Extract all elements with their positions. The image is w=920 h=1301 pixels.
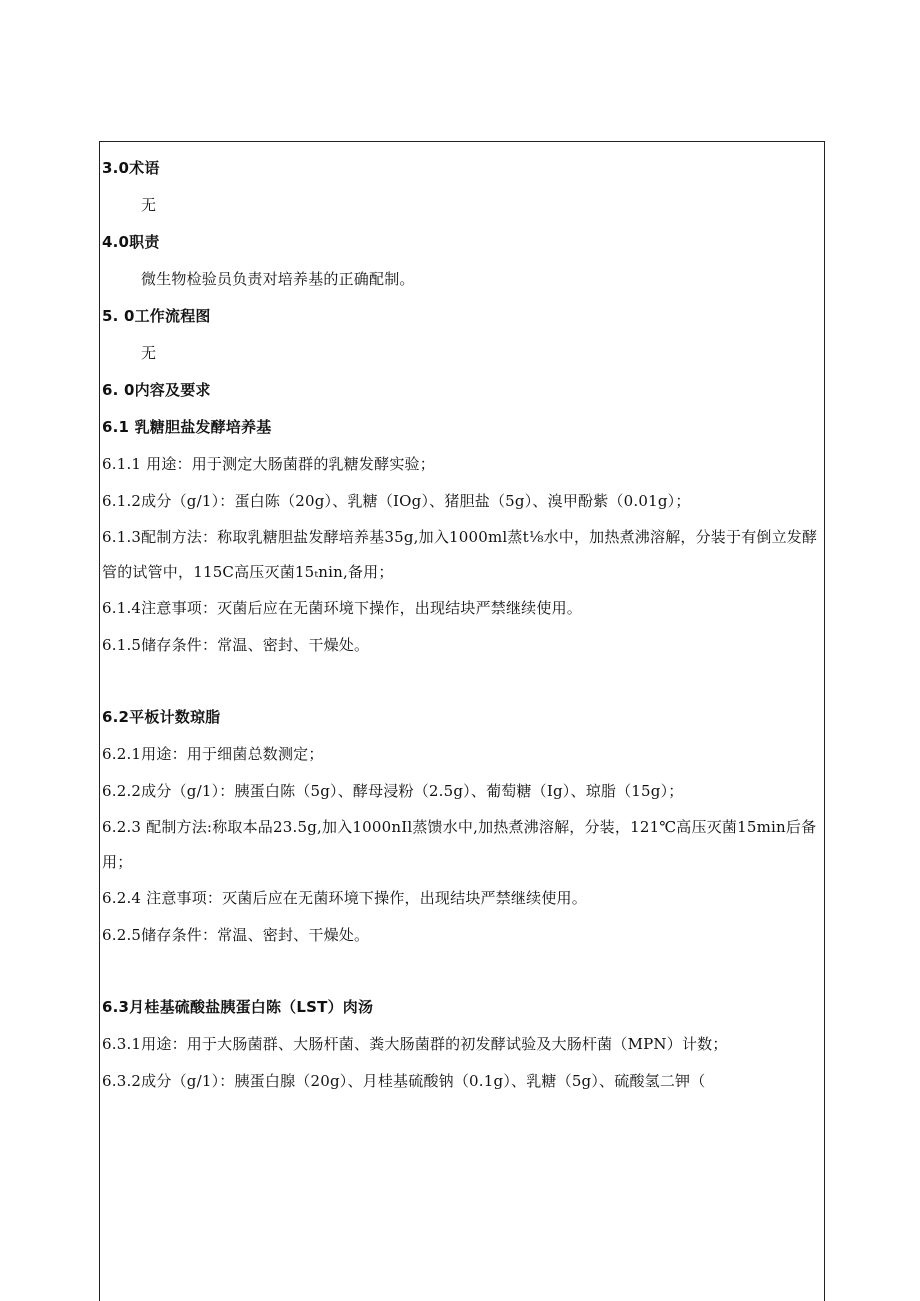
section-6-1-5: 6.1.5储存条件：常温、密封、干燥处。 [102, 636, 370, 654]
section-6-1-3: 6.1.3配制方法：称取乳糖胆盐发酵培养基35g,加入1000ml蒸t⅛水中，加热煮沸溶解，分装于有倒立发酵管的试管中，115C高压灭菌15ₜnin,备用； [102, 528, 818, 581]
section-5-heading: 5. 0工作流程图 [102, 307, 211, 325]
spacer [102, 664, 820, 699]
section-6-2-heading: 6.2平板计数琼脂 [102, 708, 221, 726]
section-6-3-1: 6.3.1用途：用于大肠菌群、大肠杆菌、粪大肠菌群的初发酵试验及大肠杆菌（MPN）计数； [102, 1035, 728, 1053]
section-6-2-5: 6.2.5储存条件：常温、密封、干燥处。 [102, 926, 370, 944]
section-6-1-4: 6.1.4注意事项：灭菌后应在无菌环境下操作，出现结块严禁继续使用。 [102, 599, 582, 617]
section-6-2-2: 6.2.2成分（g/1）：胰蛋白陈（5g）、酵母浸粉（2.5g）、葡萄糖（Ig）、琼脂（15g）； [102, 782, 684, 800]
section-6-3-heading: 6.3月桂基硫酸盐胰蛋白陈（LST）肉汤 [102, 998, 374, 1016]
section-6-heading: 6. 0内容及要求 [102, 381, 211, 399]
section-6-1-1: 6.1.1 用途：用于测定大肠菌群的乳糖发酵实验； [102, 455, 435, 473]
section-6-2-1: 6.2.1用途：用于细菌总数测定； [102, 745, 324, 763]
section-3-heading: 3.0术语 [102, 159, 160, 177]
section-6-2-4: 6.2.4 注意事项：灭菌后应在无菌环境下操作，出现结块严禁继续使用。 [102, 889, 587, 907]
document-body [102, 150, 820, 1100]
section-3-body: 无 [141, 196, 157, 214]
section-4-body: 微生物检验员负责对培养基的正确配制。 [141, 270, 415, 288]
section-6-3-2: 6.3.2成分（g/1）：胰蛋白腺（20g）、月桂基硫酸钠（0.1g）、乳糖（5g）、硫酸氢二钾（ [102, 1072, 706, 1090]
section-5-body: 无 [141, 344, 157, 362]
section-4-heading: 4.0职责 [102, 233, 160, 251]
section-6-2-3: 6.2.3 配制方法:称取本品23.5g,加入1000nIl蒸馈水中,加热煮沸溶解，分装，121℃高压灭菌15min后备用； [102, 818, 817, 871]
section-6-1-heading: 6.1 乳糖胆盐发酵培养基 [102, 418, 272, 436]
spacer [102, 954, 820, 989]
section-6-1-2: 6.1.2成分（g/1）：蛋白陈（20g）、乳糖（IOg）、猪胆盐（5g）、溴甲酚紫（0.01g）； [102, 492, 691, 510]
